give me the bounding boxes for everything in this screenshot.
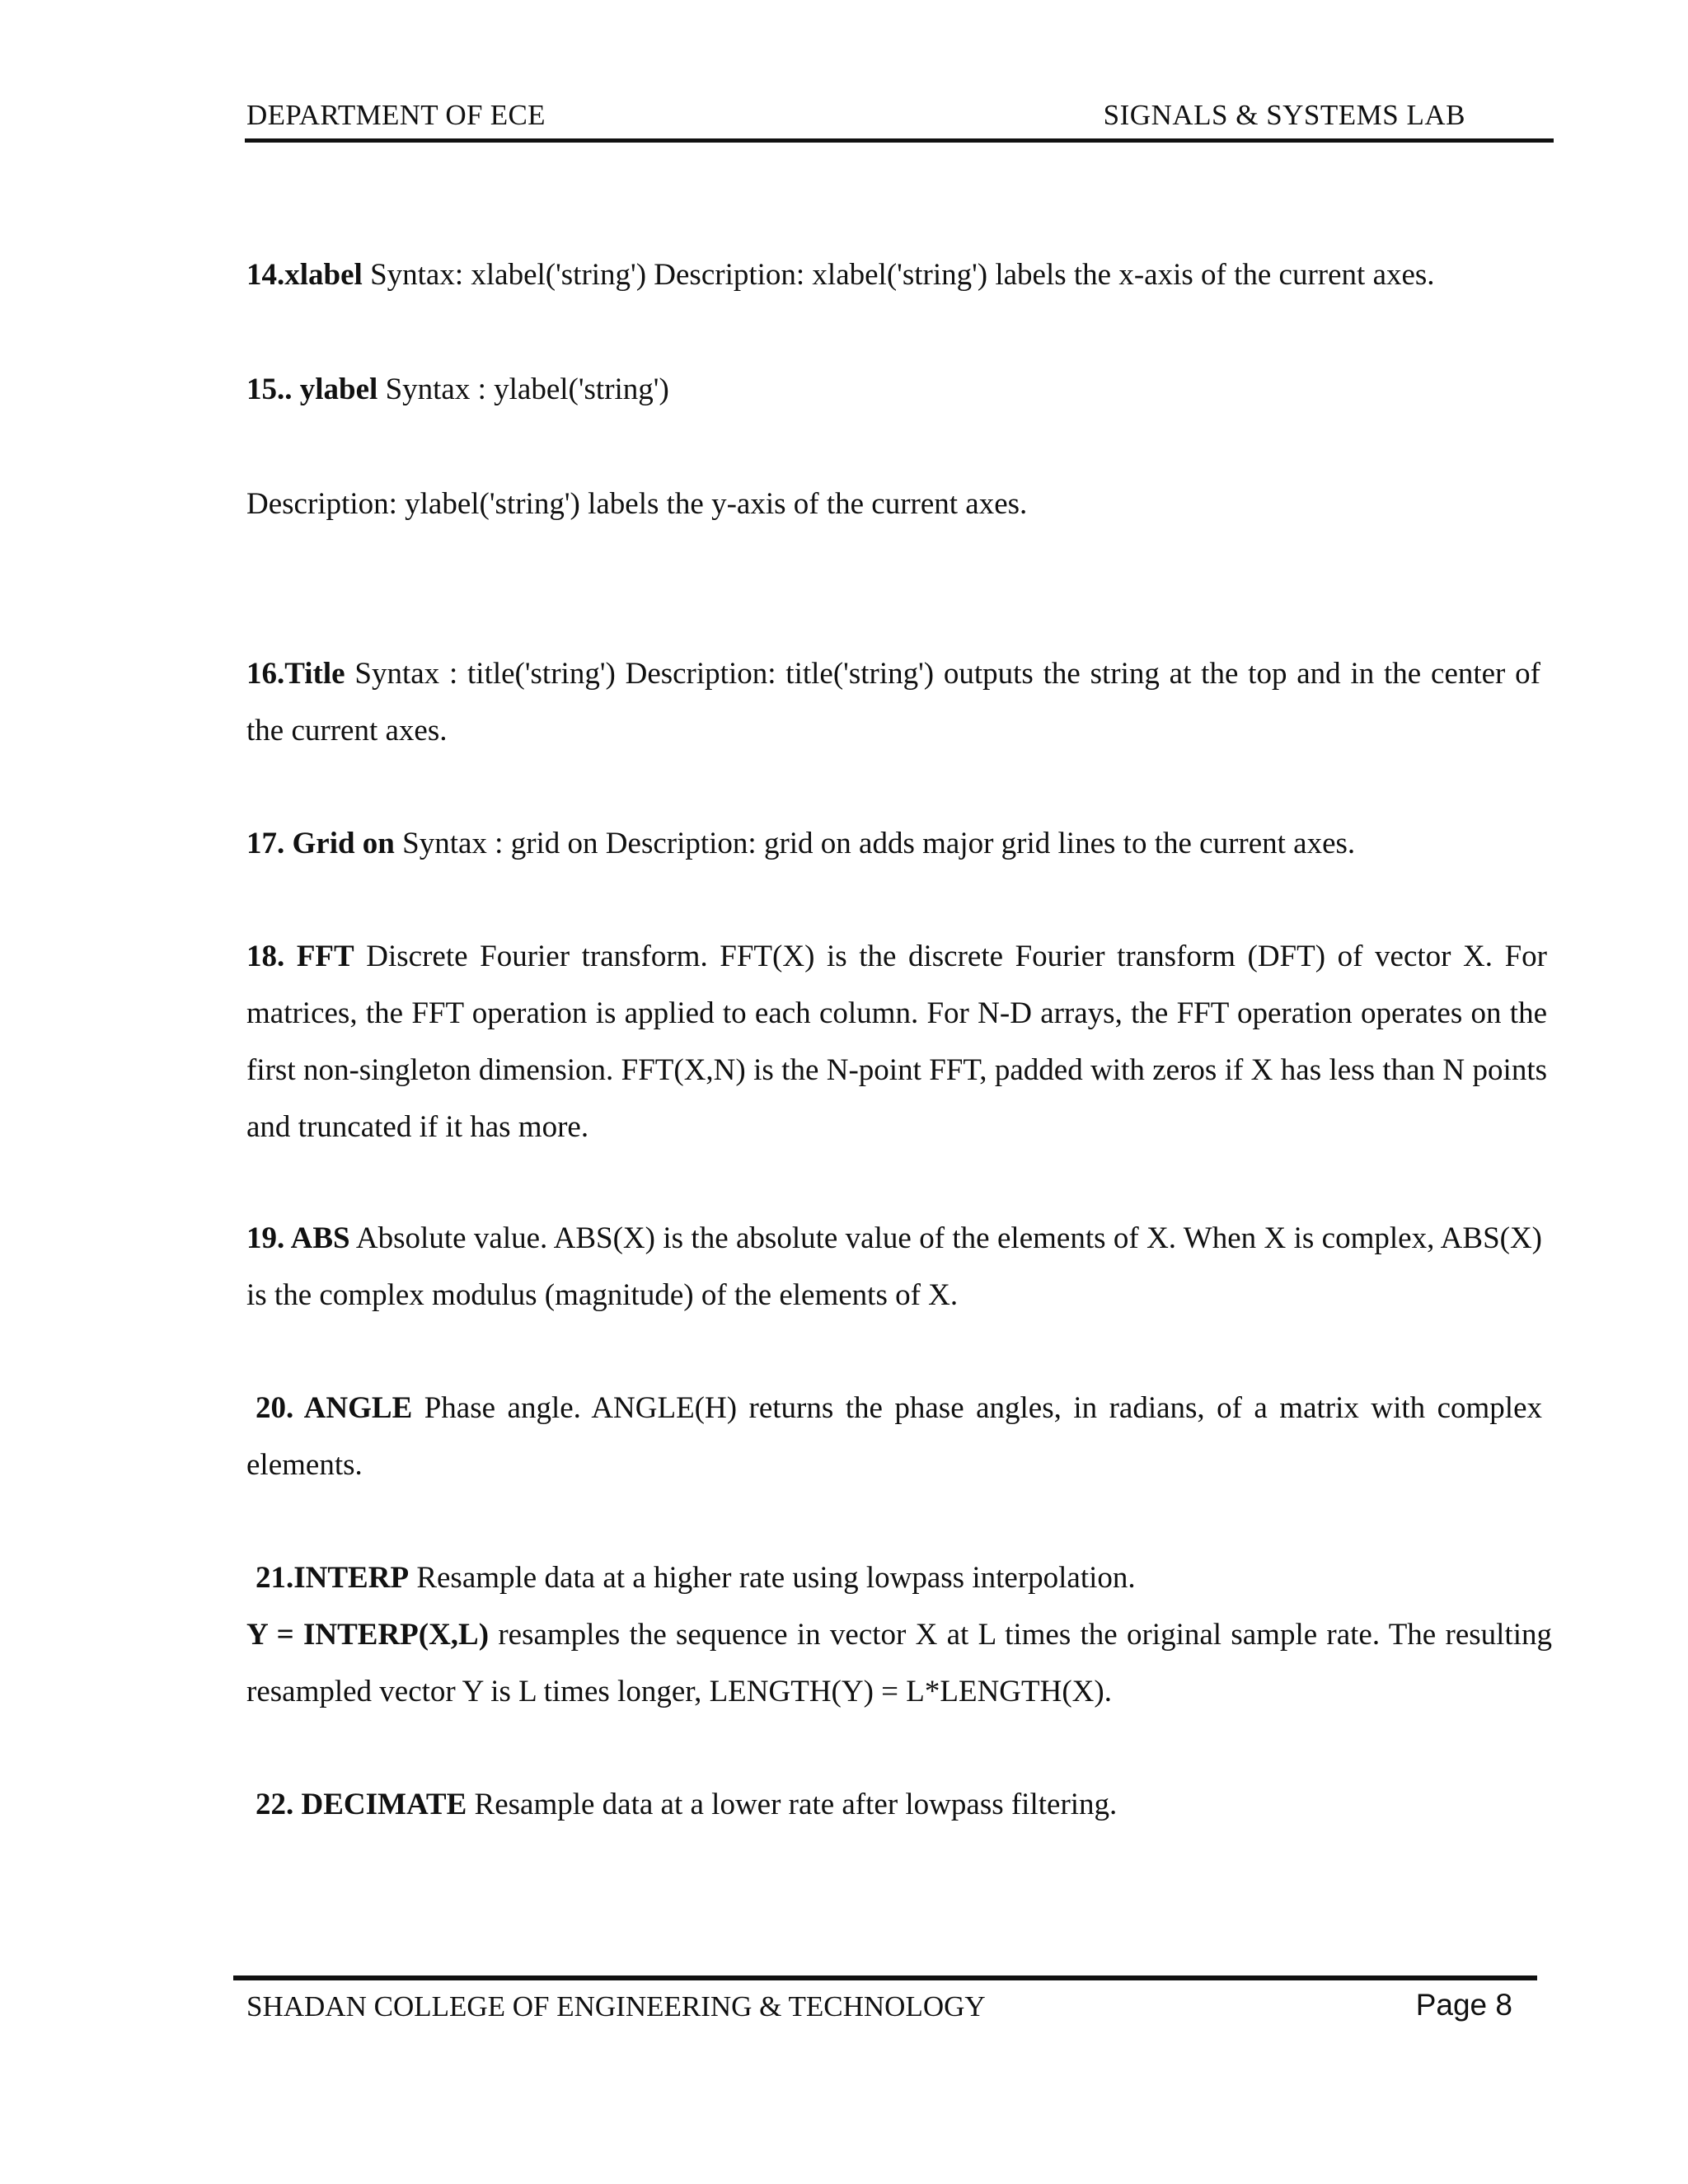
entry-term: ANGLE [293,1391,413,1425]
entry-term: . ylabel [284,373,378,406]
entry-grid-on [246,815,1540,872]
entry-term: INTERP [293,1561,410,1595]
entry-number: 18. [246,940,285,973]
header-lab-title: SIGNALS & SYSTEMS LAB [1103,99,1465,131]
entry-number: 19. [246,1221,285,1255]
entry-number: 22. [256,1788,294,1821]
entry-text: Syntax: xlabel('string') Description: xlabel('string') labels the x-axis of the current axes. [362,258,1435,292]
entry-text: Discrete Fourier transform. FFT(X) is the discrete Fourier transform (DFT) of vector X. For matrices, the FFT operation is applied to each column. For N-D arrays, the FFT operation operates on the first non-singleton dimension. FFT(X,N) is the N-point FFT, padded with zeros if X has less than N points and truncated if it has more. [246,940,1547,1144]
entry-angle [246,1380,1542,1493]
entry-term: DECIMATE [293,1788,467,1821]
entry-term: xlabel [284,258,363,292]
entry-number: 17. [246,827,285,860]
footer-college: SHADAN COLLEGE OF ENGINEERING & TECHNOLOGY [246,1990,986,2022]
entry-term: Title [284,657,345,691]
entry-text: Syntax : ylabel('string') [377,373,669,406]
entry-term: FFT [284,940,354,973]
page-header [245,97,1554,143]
entry-title [246,645,1540,759]
entry-abs [246,1210,1542,1324]
entry-number: 16. [246,657,285,691]
entry-term: ABS [284,1221,350,1255]
entry-fft [246,928,1547,1155]
entry-number: 20. [256,1391,294,1425]
entry-decimate [246,1776,1540,1833]
entry-number: 21. [256,1561,294,1595]
entry-text: Syntax : title('string') Description: title('string') outputs the string at the top and in the center of the current axes. [246,657,1540,748]
entry-text: Absolute value. ABS(X) is the absolute value of the elements of X. When X is complex, ABS(X) is the complex modulus (magnitude) of the elements of X. [246,1221,1543,1312]
entry-text: Syntax : grid on Description: grid on adds major grid lines to the current axes. [394,827,1356,860]
entry-text: Phase angle. ANGLE(H) returns the phase angles, in radians, of a matrix with complex elements. [246,1391,1542,1482]
entry-ylabel [246,361,1540,418]
entry-syntax-term: Y = INTERP(X,L) [246,1618,490,1652]
entry-text: resamples the sequence in vector X at L times the original sample rate. The resulting resampled vector Y is L times longer, LENGTH(Y) = L*LENGTH(X). [246,1618,1552,1708]
entry-ylabel-description: Description: ylabel('string') labels the y-axis of the current axes. [246,487,1028,521]
entry-interp [246,1549,1540,1606]
entry-interp-syntax [246,1606,1552,1720]
entry-text: Resample data at a higher rate using lowpass interpolation. [409,1561,1136,1595]
page-number: Page 8 [1415,1988,1512,2022]
entry-term: Grid on [284,827,395,860]
entry-number: 15. [246,373,285,406]
entry-text: Resample data at a lower rate after lowpass filtering. [467,1788,1118,1821]
entry-xlabel [246,246,1540,303]
footer-divider [233,1975,1537,1980]
entry-number: 14. [246,258,285,292]
header-department: DEPARTMENT OF ECE [246,99,546,131]
